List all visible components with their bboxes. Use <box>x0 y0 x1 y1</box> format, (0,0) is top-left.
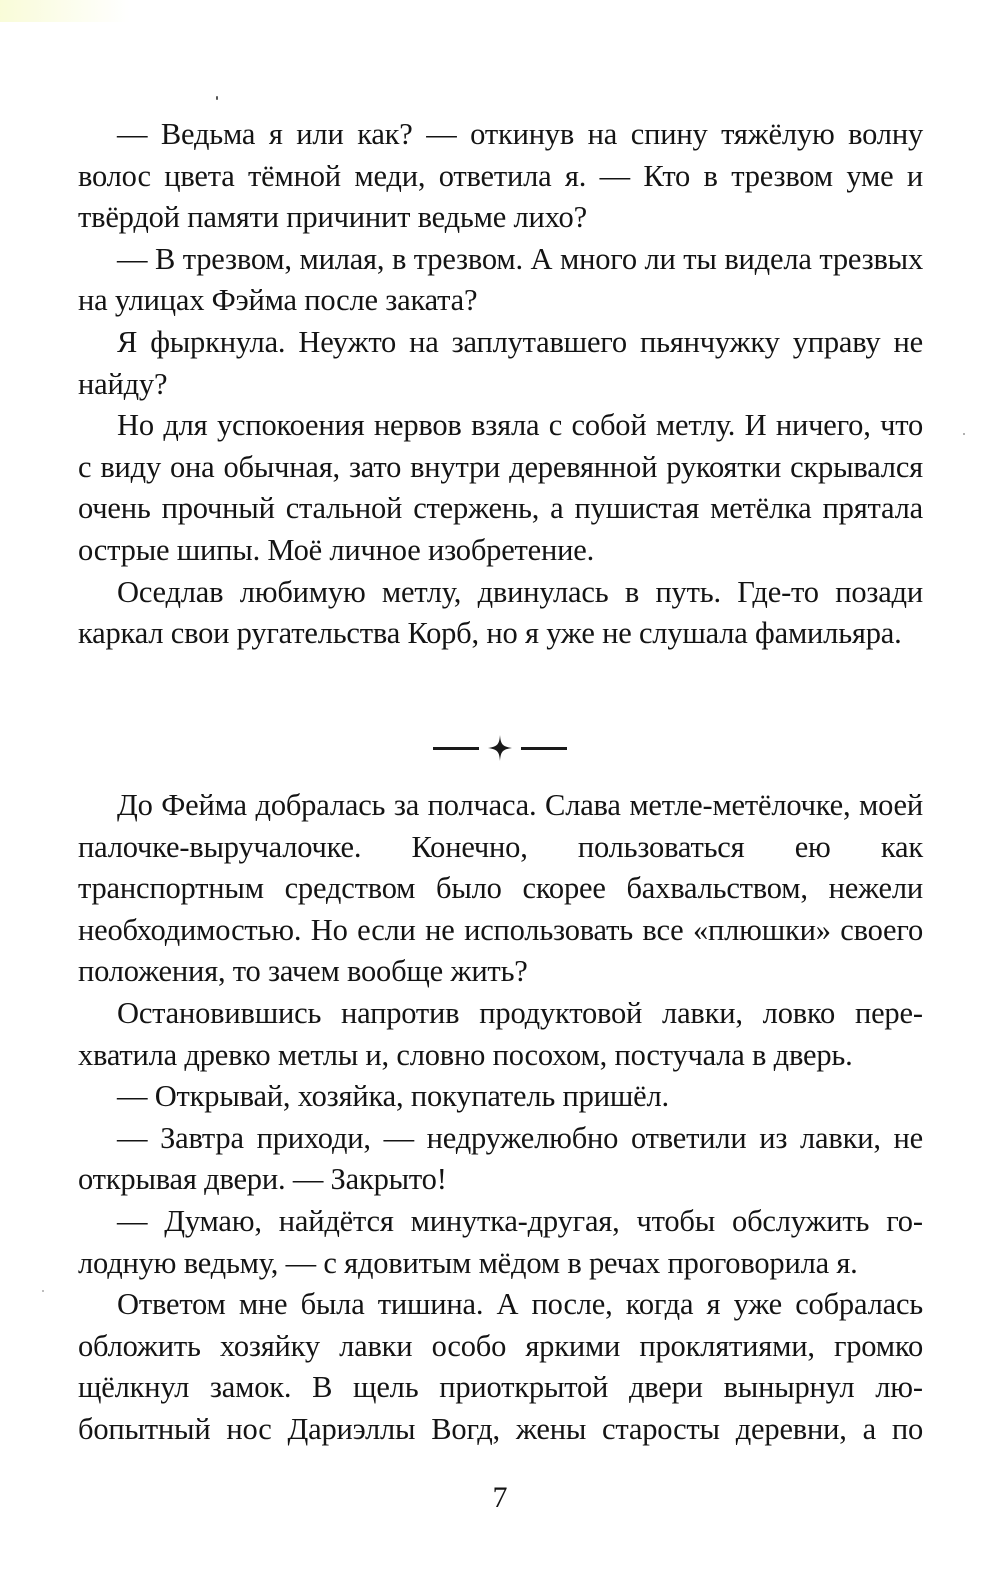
paragraph: — Ведьма я или как? — откинув на спину тяжёлую волну волос цвета тёмной меди, ответила я. — Кто в трезвом уме и твёрдой памяти причинит ведьме лихо? <box>78 117 923 235</box>
scan-speck <box>216 96 218 100</box>
paragraph: Оседлав любимую метлу, двинулась в путь. Где-то позади каркал свои ругательства Корб, но я уже не слушала фамильяра. <box>78 574 923 651</box>
text-section-2 <box>78 785 923 1451</box>
paragraph: Остановившись напротив продуктовой лавки, ловко перехватила древко метлы и, словно посохом, постучала в дверь. <box>78 995 923 1072</box>
scan-speck <box>42 1290 44 1292</box>
paragraph: Я фыркнула. Неужто на заплутавшего пьянчужку управу не найду? <box>78 324 923 401</box>
paragraph: До Фейма добралась за полчаса. Слава метле-метёлочке, моей палочке-выручалочке. Конечно, пользоваться ею как транспортным средством было скорее бахвальством, нежели необходимостью. Но если не использовать все «плюшки» своего положения, то зачем вообще жить? <box>78 788 923 989</box>
section-separator <box>0 730 1000 766</box>
four-point-star-icon <box>488 735 512 761</box>
paragraph: — В трезвом, милая, в трезвом. А много ли ты видела трезвых на улицах Фэйма после заката? <box>78 241 923 318</box>
paragraph: Но для успокоения нервов взяла с собой метлу. И ничего, что с виду она обычная, зато внутри деревянной рукоятки скрывался очень прочный стальной стержень, а пушистая метёлка прятала острые шипы. Моё личное изобретение. <box>78 408 923 567</box>
scan-speck <box>963 433 965 435</box>
separator-line-left <box>433 747 479 750</box>
separator-line-right <box>521 747 567 750</box>
paragraph: — Открывай, хозяйка, покупатель пришёл. <box>117 1079 669 1114</box>
page-number: 7 <box>492 1481 508 1514</box>
paragraph: — Думаю, найдётся минутка-другая, чтобы обслужить голодную ведьму, — с ядовитым мёдом в речах проговорила я. <box>78 1203 923 1280</box>
text-section-1 <box>78 114 923 655</box>
scan-tint <box>0 0 130 22</box>
paragraph: Ответом мне была тишина. А после, когда я уже собралась обложить хозяйку лавки особо яркими проклятиями, громко щёлкнул замок. В щель приоткрытой двери вынырнул любопытный нос Дариэллы Вогд, жены старосты деревни, а по <box>78 1287 923 1446</box>
paragraph: — Завтра приходи, — недружелюбно ответили из лавки, не открывая двери. — Закрыто! <box>78 1120 923 1197</box>
